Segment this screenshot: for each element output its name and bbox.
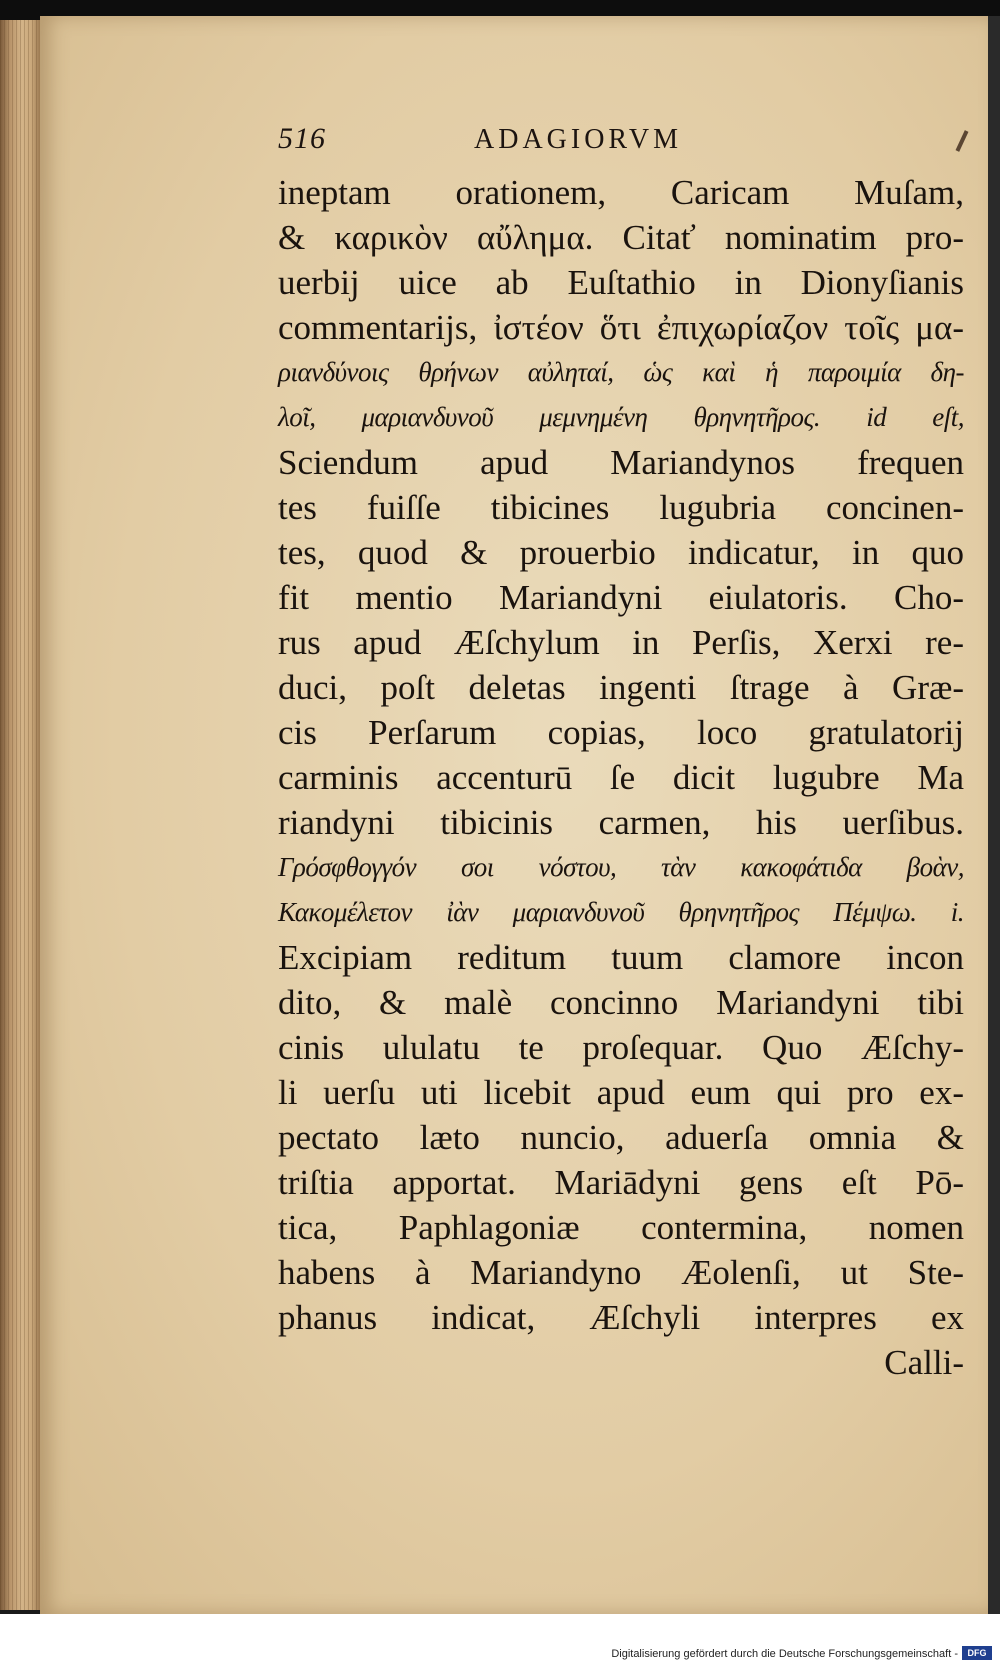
text-line: habens à Mariandyno Æolenſi, ut Ste- xyxy=(278,1253,964,1292)
text-line: phanus indicat, Æſchyli interpres ex xyxy=(278,1298,964,1337)
digitization-credit: Digitalisierung gefördert durch die Deutsche Forschungsgemeinschaft - xyxy=(611,1648,958,1660)
running-head xyxy=(278,122,798,162)
text-line: commentarijs, ἰστέον ὅτι ἐπιχωρίαζον τοῖς μα- xyxy=(278,308,964,347)
text-line: fit mentio Mariandyni eiulatoris. Cho- xyxy=(278,578,964,617)
text-line: triſtia apportat. Mariādyni gens eſt Pō- xyxy=(278,1163,964,1202)
catchword: Calli- xyxy=(884,1343,964,1382)
footer-strip xyxy=(0,1614,1000,1664)
text-line: dito, & malè concinno Mariandyni tibi xyxy=(278,983,964,1022)
book-page-edges xyxy=(0,20,40,1610)
text-line: li uerſu uti licebit apud eum qui pro ex- xyxy=(278,1073,964,1112)
text-line: Κακομέλετον ἰὰν μαριανδυνοῦ θρηνητῆρος Πέμψω. i. xyxy=(278,897,964,927)
text-line: λοῖ, μαριανδυνοῦ μεμνημένη θρηνητῆρος. id eſt, xyxy=(278,402,964,432)
text-line: ριανδύνοις θρήνων αὐληταί, ὡς καὶ ἡ παροιμία δη- xyxy=(278,357,964,387)
text-line: Sciendum apud Mariandynos frequen xyxy=(278,443,964,482)
scan-background-right xyxy=(988,16,1000,1614)
text-line: tes, quod & prouerbio indicatur, in quo xyxy=(278,533,964,572)
text-line: ineptam orationem, Caricam Muſam, xyxy=(278,173,964,212)
text-line: riandyni tibicinis carmen, his uerſibus. xyxy=(278,803,964,842)
text-line: pectato læto nuncio, aduerſa omnia & xyxy=(278,1118,964,1157)
text-line: tes fuiſſe tibicines lugubria concinen- xyxy=(278,488,964,527)
text-line: cinis ululatu te proſequar. Quo Æſchy- xyxy=(278,1028,964,1067)
text-line: duci, poſt deletas ingenti ſtrage à Græ- xyxy=(278,668,964,707)
dfg-logo: DFG xyxy=(962,1646,992,1660)
text-line: Excipiam reditum tuum clamore incon xyxy=(278,938,964,977)
text-line: uerbij uice ab Euſtathio in Dionyſianis xyxy=(278,263,964,302)
text-line: tica, Paphlagoniæ contermina, nomen xyxy=(278,1208,964,1247)
text-line: & καρικὸν αὔλημα. Citať nominatim pro- xyxy=(278,218,964,257)
body-text xyxy=(278,170,964,1385)
text-line: cis Perſarum copias, loco gratulatorij xyxy=(278,713,964,752)
text-line: Γρόσφθογγόν σοι νόστου, τὰν κακοφάτιδα βοὰν, xyxy=(278,852,964,882)
running-head-title: ADAGIORVM xyxy=(474,124,682,155)
text-line: carminis accenturū ſe dicit lugubre Ma xyxy=(278,758,964,797)
text-line: rus apud Æſchylum in Perſis, Xerxi re- xyxy=(278,623,964,662)
page-number: 516 xyxy=(278,122,326,155)
